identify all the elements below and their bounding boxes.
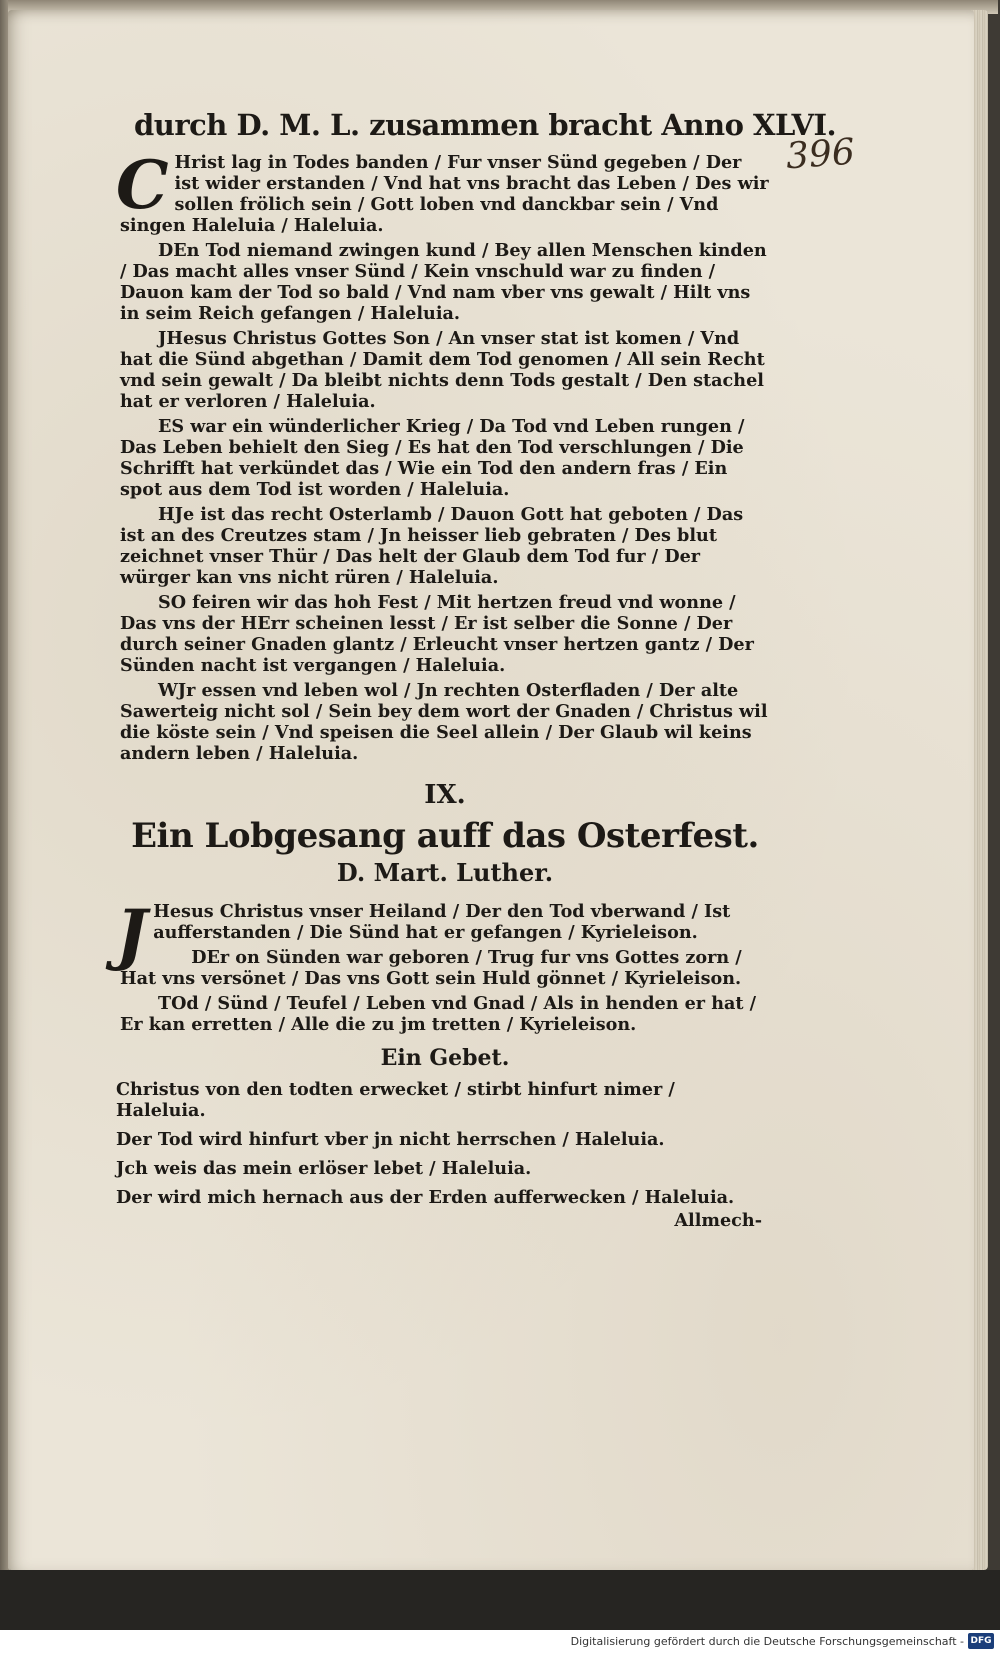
stanza-text: SO feiren wir das hoh Fest / Mit hertzen freud vnd wonne / Das vns der HErr scheinen lesst / Er ist selber die Sonne / Der durch seiner Gnaden glantz / Erleucht vnser hertzen gantz / Der Sünden nacht ist vergangen / Haleluia. xyxy=(120,592,754,676)
dfg-logo: DFG xyxy=(968,1633,994,1649)
section-number: IX. xyxy=(424,780,466,810)
stanza-text: ES war ein wünderlicher Krieg / Da Tod vnd Leben rungen / Das Leben behielt den Sieg / Es hat den Tod verschlungen / Die Schrifft hat verkündet das / Wie ein Tod den andern fras / Ein spot aus dem Tod ist worden / Haleluia. xyxy=(120,416,745,500)
scan-bottom-band xyxy=(0,1570,1000,1630)
page-number: 396 xyxy=(784,131,857,178)
footer-bar xyxy=(0,1630,1000,1654)
stanza-2 xyxy=(120,947,770,989)
prayer-line: Jch weis das mein erlöser lebet / Haleluia. xyxy=(116,1158,532,1179)
stanza-text: DEn Tod niemand zwingen kund / Bey allen Menschen kinden / Das macht alles vnser Sünd / Kein vnschuld war zu finden / Dauon kam der Tod so bald / Vnd nam vber vns gewalt / Hilt vns in seim Reich gefangen / Haleluia. xyxy=(120,240,767,324)
catchword: Allmech- xyxy=(674,1210,762,1231)
stanza-7 xyxy=(120,680,770,764)
stanza-text: WJr essen vnd leben wol / Jn rechten Osterfladen / Der alte Sawerteig nicht sol / Sein bey dem wort der Gnaden / Christus wil die köste sein / Vnd speisen die Seel allein / Der Glaub wil keins andern leben / Haleluia. xyxy=(120,680,768,764)
running-title: durch D. M. L. zusammen bracht Anno XLVI. xyxy=(134,108,837,142)
hymn-jesus-christus xyxy=(116,895,770,1035)
stanza-3 xyxy=(120,328,770,412)
section-title: Ein Lobgesang auff das Osterfest. xyxy=(131,816,759,856)
stanza-4 xyxy=(120,416,770,500)
hymn-christ-lag xyxy=(116,146,770,764)
stanza-6 xyxy=(120,592,770,676)
stanza-5 xyxy=(120,504,770,588)
dropcap-c: C xyxy=(116,146,169,224)
section-author: D. Mart. Luther. xyxy=(336,858,554,887)
stanza-1 xyxy=(116,146,770,236)
stanza-text: TOd / Sünd / Teufel / Leben vnd Gnad / Als in henden er hat / Er kan erretten / Alle die zu jm tretten / Kyrieleison. xyxy=(120,993,757,1035)
dropcap-j: J xyxy=(116,895,148,973)
prayer-line: Christus von den todten erwecket / stirbt hinfurt nimer / Haleluia. xyxy=(116,1079,675,1121)
stanza-2 xyxy=(120,240,770,324)
stanza-text: Hrist lag in Todes banden / Fur vnser Sünd gegeben / Der ist wider erstanden / Vnd hat vns bracht das Leben / Des wir sollen frölich sein / Gott loben vnd danckbar sein / Vnd singen Haleluia / Haleluia. xyxy=(120,152,769,236)
stanza-text: DEr on Sünden war geboren / Trug fur vns Gottes zorn / Hat vns versönet / Das vns Gott sein Huld gönnet / Kyrieleison. xyxy=(120,947,742,989)
stanza-text: Hesus Christus vnser Heiland / Der den Tod vberwand / Ist aufferstanden / Die Sünd hat er gefangen / Kyrieleison. xyxy=(153,901,731,943)
prayer-heading: Ein Gebet. xyxy=(380,1045,510,1071)
prayer-line: Der Tod wird hinfurt vber jn nicht herrschen / Haleluia. xyxy=(116,1129,665,1150)
prayer-line: Der wird mich hernach aus der Erden aufferwecken / Haleluia. xyxy=(116,1187,735,1208)
stanza-text: HJe ist das recht Osterlamb / Dauon Gott hat geboten / Das ist an des Creutzes stam / Jn heisser lieb gebraten / Des blut zeichnet vnser Thür / Das helt der Glaub dem Tod fur / Der würger kan vns nicht rüren / Haleluia. xyxy=(120,504,744,588)
funding-credit: Digitalisierung gefördert durch die Deutsche Forschungsgemeinschaft - xyxy=(570,1635,964,1648)
stanza-3 xyxy=(120,993,770,1035)
stanza-text: JHesus Christus Gottes Son / An vnser stat ist komen / Vnd hat die Sünd abgethan / Damit dem Tod genomen / All sein Recht vnd sein gewalt / Da bleibt nichts denn Tods gestalt / Den stachel hat er verloren / Haleluia. xyxy=(120,328,765,412)
